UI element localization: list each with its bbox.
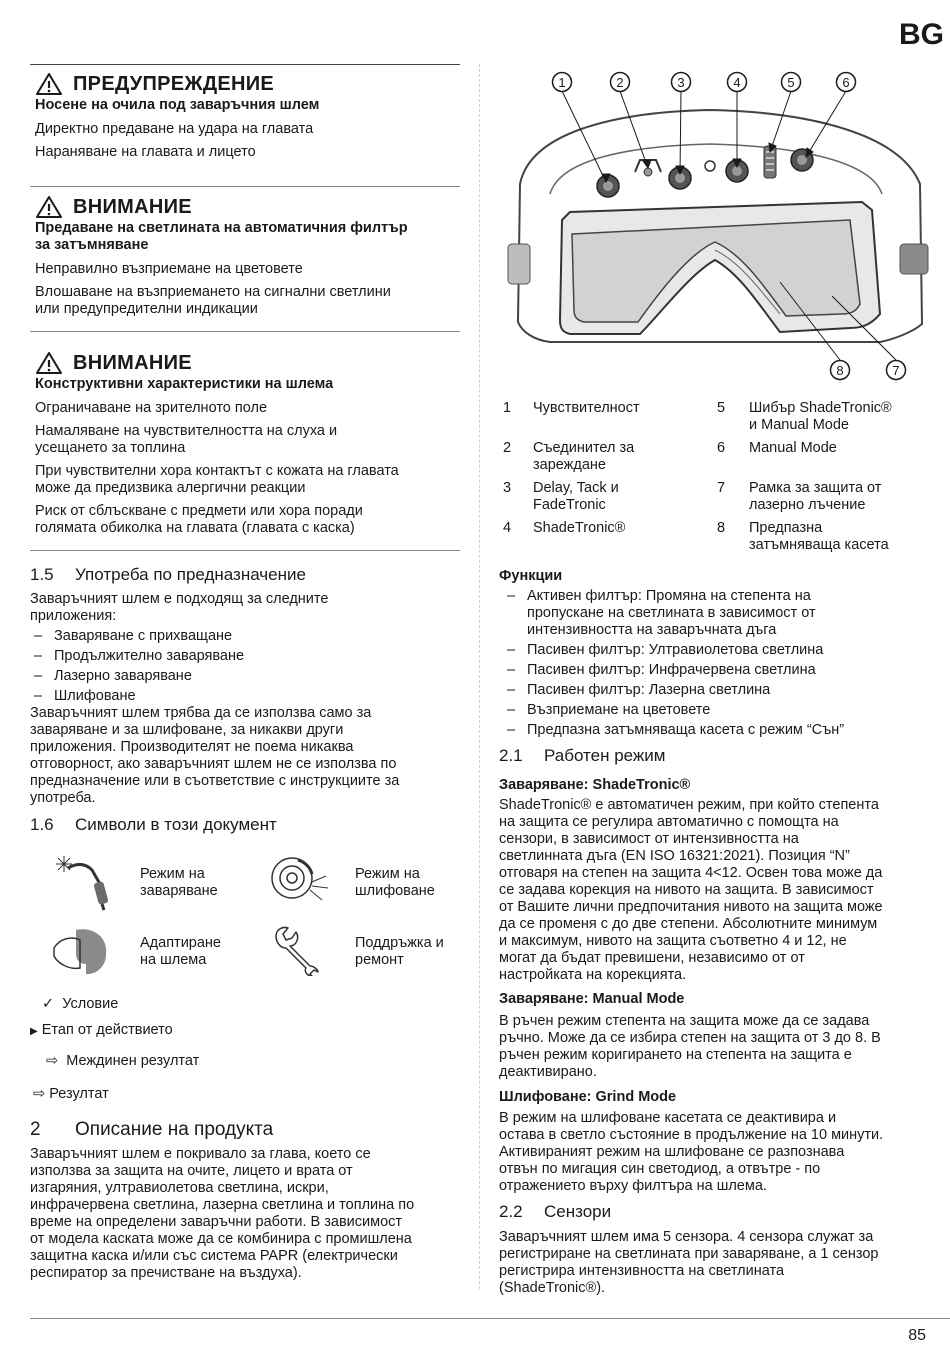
page-number: 85 <box>908 1327 926 1344</box>
caution-subtitle-line: Предаване на светлината на автоматичния филтър <box>35 220 408 236</box>
callout-4: 4 <box>733 75 741 90</box>
helmet-adaptation-icon <box>50 924 112 976</box>
text-line: Заваръчният шлем трябва да се използва само за <box>30 705 372 721</box>
welding-torch-icon <box>52 852 122 912</box>
legend-number: 3 <box>503 480 512 496</box>
text-line: шлифоване <box>355 883 435 899</box>
caution-item: Неправилно възприемане на цветовете <box>35 261 303 277</box>
list-item-text: Възприемане на цветовете <box>527 702 711 718</box>
triangle-right-icon: ▶ <box>30 1026 38 1037</box>
caution2-bottom-rule <box>30 550 460 551</box>
caution-subtitle: Конструктивни характеристики на шлема <box>35 376 334 392</box>
caution-item-line: или предупредителни индикации <box>35 301 258 317</box>
list-item: – Шлифоване <box>34 688 136 704</box>
text-line: ръчен режим коригирането на степента на защита е <box>499 1047 852 1063</box>
section-title: Символи в този документ <box>75 815 277 834</box>
shadetronic-paragraph <box>499 797 939 984</box>
text-line: Режим на <box>140 866 205 882</box>
checkmark-icon: ✓ <box>42 996 55 1012</box>
caution-item-line: Намаляване на чувствителността на слуха и <box>35 423 338 439</box>
text-line: (ShadeTronic®). <box>499 1280 606 1296</box>
legend-text: Съединител за <box>533 440 635 456</box>
column-divider <box>479 64 480 1289</box>
text-line: и максимум, нивото на защита съответно 4 и 12, не <box>499 933 847 949</box>
list-item: – Лазерно заваряване <box>34 668 192 684</box>
legend-text: Delay, Tack и <box>533 480 619 496</box>
text-line: Адаптиране <box>140 935 221 951</box>
section-heading-2-2 <box>499 1202 611 1222</box>
warning-subtitle: Носене на очила под заваръчния шлем <box>35 97 320 113</box>
caution-block-1 <box>35 195 460 318</box>
list-item: – Пасивен филтър: Лазерна светлина <box>507 682 771 698</box>
text-line: се задава корекция на нивото на защита. В зависимост <box>499 882 874 898</box>
text-line: Заваръчният шлем има 5 сензора. 4 сензора служат за <box>499 1229 874 1245</box>
section-number: 1.6 <box>30 815 54 834</box>
legend-number: 8 <box>717 520 726 536</box>
text-line: сензори, в зависимост от интензивността на <box>499 831 799 847</box>
caution-subtitle <box>35 220 460 254</box>
grind-mode-paragraph <box>499 1110 939 1195</box>
text-line: могат да бъдат превишени, независимо от от <box>499 950 805 966</box>
condition-line <box>42 996 118 1013</box>
warning-triangle-icon <box>35 195 63 219</box>
text-line: В режим на шлифоване касетата се деактивира и <box>499 1110 837 1126</box>
legend-text: Manual Mode <box>749 440 837 456</box>
text-line: регистриране на светлината при заваряване, а 1 сензор <box>499 1246 879 1262</box>
callout-8: 8 <box>836 363 844 378</box>
list-item-text: Предпазна затъмняваща касета с режим “Сън” <box>527 722 845 738</box>
control-knob-row <box>597 146 813 197</box>
text-line: остава в светло състояние в продължение на 10 минути. <box>499 1127 884 1143</box>
caution1-top-rule <box>30 186 460 187</box>
helmet-interior-figure <box>490 64 940 390</box>
list-item-text: Пасивен филтър: Лазерна светлина <box>527 682 771 698</box>
text-line: от Вашите лични предпочитания нивото на защита може <box>499 899 883 915</box>
text-line: пропускане на светлината в зависимост от <box>527 605 816 621</box>
text-line: светлинната дъга (EN ISO 16321:2021). Позиция “N” <box>499 848 850 864</box>
legend-row <box>503 480 943 520</box>
footer-divider <box>30 1318 950 1319</box>
section-heading-1-5 <box>30 565 306 585</box>
legend-text: и Manual Mode <box>749 417 849 433</box>
text-line: използва за защита на очите, лицето и врата от <box>30 1163 353 1179</box>
text-line: на шлема <box>140 952 207 968</box>
legend-number: 1 <box>503 400 512 416</box>
caution-heading <box>35 351 460 375</box>
text-line: защитна каска и/или със система PAPR (електрически <box>30 1248 398 1264</box>
list-item: – Възприемане на цветовете <box>507 702 711 718</box>
section-number: 2.1 <box>499 746 523 765</box>
text-line: предназначение или в съответствие с инструкциите за <box>30 773 400 789</box>
section-title: Описание на продукта <box>75 1119 274 1140</box>
caution-item: Ограничаване на зрителното поле <box>35 400 268 416</box>
callout-6: 6 <box>842 75 850 90</box>
list-item-text: Пасивен филтър: Инфрачервена светлина <box>527 662 816 678</box>
text-line: време на определени заваръчни работи. В зависимост <box>30 1214 403 1230</box>
text-line: заваряване <box>140 883 218 899</box>
result-text: Резултат <box>49 1086 109 1102</box>
text-line: на защита се регулира автоматично с помощта на <box>499 814 839 830</box>
section-number: 1.5 <box>30 565 54 584</box>
text-line: настройката на корекцията. <box>499 967 687 983</box>
list-item: – Пасивен филтър: Ултравиолетова светлина <box>507 642 824 658</box>
legend-text: Шибър ShadeTronic® <box>749 400 892 416</box>
text-line: Режим на <box>355 866 420 882</box>
list-item-text: Пасивен филтър: Ултравиолетова светлина <box>527 642 824 658</box>
section-heading-2-1 <box>499 746 665 766</box>
legend-text: зареждане <box>533 457 606 473</box>
callout-2: 2 <box>616 75 624 90</box>
caution-item <box>35 463 460 497</box>
grinding-disc-icon <box>268 852 332 904</box>
list-item: – Активен филтър: Промяна на степента на пропускане на светлината в зависимост от интензивността на заваръчната дъга <box>507 588 816 638</box>
text-line: изгаряния, ултравиолетова светлина, искри, <box>30 1180 329 1196</box>
caution-item-line: усещането за топлина <box>35 440 186 456</box>
section-2-body <box>30 1146 465 1282</box>
legend-number: 4 <box>503 520 512 536</box>
callout-1: 1 <box>558 75 566 90</box>
text-line: употреба. <box>30 790 96 806</box>
list-item-text: Шлифоване <box>54 688 136 704</box>
caution-item <box>35 503 460 537</box>
list-item: – Предпазна затъмняваща касета с режим “Сън” <box>507 722 845 738</box>
callout-7: 7 <box>892 363 900 378</box>
caution-block-2 <box>35 351 460 537</box>
section-title: Употреба по предназначение <box>75 565 306 584</box>
legend-row <box>503 440 943 480</box>
warning-top-rule <box>30 64 460 65</box>
action-step-line <box>30 1022 173 1040</box>
figure-legend <box>503 400 943 560</box>
section-title: Работен режим <box>544 746 666 765</box>
caution-item-line: Риск от сблъскване с предмети или хора поради <box>35 503 363 519</box>
text-line: Заваръчният шлем е подходящ за следните <box>30 591 329 607</box>
section-2-2-body <box>499 1229 939 1297</box>
text-line: да се променя с до две степени. Абсолютните минимум <box>499 916 878 932</box>
warning-heading <box>35 72 460 96</box>
warning-triangle-icon <box>35 351 63 375</box>
text-line: интензивността на заваръчната дъга <box>527 622 777 638</box>
list-item: – Заваряване с прихващане <box>34 628 233 644</box>
caution-title: ВНИМАНИЕ <box>73 195 192 218</box>
section-heading-2 <box>30 1119 273 1141</box>
text-line: ръчно. Може да се избира степен на защита от 3 до 8. В <box>499 1030 881 1046</box>
action-step-text: Етап от действието <box>41 1022 173 1038</box>
legend-row <box>503 400 943 440</box>
caution-title: ВНИМАНИЕ <box>73 351 192 374</box>
text-line: ремонт <box>355 952 404 968</box>
list-item-text: Заваряване с прихващане <box>54 628 233 644</box>
hollow-arrow-icon: ⇨ <box>33 1086 46 1102</box>
text-line: заваряване и за шлифоване, за никакви други <box>30 722 344 738</box>
caution-subtitle-line: за затъмняване <box>35 237 149 253</box>
legend-text: лазерно лъчение <box>749 497 866 513</box>
legend-number: 6 <box>717 440 726 456</box>
legend-text: Чувствителност <box>533 400 640 416</box>
symbol-label-welding <box>140 866 218 900</box>
symbol-label-adapt <box>140 935 221 969</box>
list-item: – Продължително заваряване <box>34 648 245 664</box>
legend-text: Предпазна <box>749 520 823 536</box>
caution2-top-rule <box>30 331 460 332</box>
subheading-manual-mode: Заваряване: Manual Mode <box>499 991 685 1007</box>
caution-item <box>35 423 460 457</box>
text-line: приложения: <box>30 608 117 624</box>
text-line: инфрачервена светлина, лазерна светлина и топлина по <box>30 1197 415 1213</box>
text-line: В ръчен режим степента на защита може да се задава <box>499 1013 870 1029</box>
text-line: Заваръчният шлем е покривало за глава, което се <box>30 1146 371 1162</box>
hollow-arrow-icon: ⇨ <box>46 1053 59 1069</box>
legend-row <box>503 520 943 560</box>
list-item-text: Лазерно заваряване <box>54 668 192 684</box>
text-line: Активен филтър: Промяна на степента на <box>527 588 811 604</box>
warning-title: ПРЕДУПРЕЖДЕНИЕ <box>73 72 275 95</box>
result-line <box>33 1086 109 1103</box>
legend-text: ShadeTronic® <box>533 520 626 536</box>
warning-triangle-icon <box>35 72 63 96</box>
text-line: Активираният режим на шлифоване се разпознава <box>499 1144 845 1160</box>
subheading-grind-mode: Шлифоване: Grind Mode <box>499 1089 677 1105</box>
symbol-label-grinding <box>355 866 435 900</box>
section-title: Сензори <box>544 1202 612 1221</box>
subheading-shadetronic: Заваряване: ShadeTronic® <box>499 777 691 793</box>
text-line: от модела каската може да се комбинира с промишлена <box>30 1231 412 1247</box>
legend-text: затъмняваща касета <box>749 537 889 553</box>
text-line: ShadeTronic® е автоматичен режим, при който степента <box>499 797 879 813</box>
functions-list <box>503 588 943 739</box>
list-item-text: Продължително заваряване <box>54 648 245 664</box>
callout-5: 5 <box>787 75 795 90</box>
warning-item: Нараняване на главата и лицето <box>35 144 256 160</box>
text-line: отражението върху филтъра на шлема. <box>499 1178 767 1194</box>
callout-3: 3 <box>677 75 685 90</box>
symbol-label-maintenance <box>355 935 444 969</box>
interim-result-line <box>46 1053 199 1070</box>
legend-text: FadeTronic <box>533 497 606 513</box>
condition-text: Условие <box>62 996 119 1012</box>
warning-item: Директно предаване на удара на главата <box>35 121 314 137</box>
warning-block <box>35 72 460 161</box>
text-line: Поддръжка и <box>355 935 444 951</box>
manual-mode-paragraph <box>499 1013 939 1081</box>
functions-heading: Функции <box>499 568 563 584</box>
caution-item <box>35 284 460 318</box>
text-line: регистрира интензивността на светлината <box>499 1263 785 1279</box>
wrench-icon <box>270 924 326 976</box>
legend-number: 7 <box>717 480 726 496</box>
section-number: 2 <box>30 1119 41 1140</box>
text-line: деактивирано. <box>499 1064 597 1080</box>
section-number: 2.2 <box>499 1202 523 1221</box>
legend-number: 5 <box>717 400 726 416</box>
caution-item-line: голямата обиколка на главата (главата с каска) <box>35 520 355 536</box>
section-heading-1-6 <box>30 815 277 835</box>
text-line: отговаря на степен на защита 4<12. Освен това може да <box>499 865 883 881</box>
legend-number: 2 <box>503 440 512 456</box>
text-line: отговорност, ако заваръчният шлем не се използва по <box>30 756 397 772</box>
interim-result-text: Междинен резултат <box>66 1053 200 1069</box>
caution-item-line: Влошаване на възприемането на сигнални светлини <box>35 284 391 300</box>
text-line: отвън по мигация син светодиод, а отвътре - по <box>499 1161 821 1177</box>
caution-item-line: При чувствителни хора контактът с кожата на главата <box>35 463 399 479</box>
language-code: BG <box>899 18 944 51</box>
list-item: – Пасивен филтър: Инфрачервена светлина <box>507 662 816 678</box>
section-1-5-body <box>30 591 460 807</box>
caution-item-line: може да предизвика алергични реакции <box>35 480 306 496</box>
caution-heading <box>35 195 460 219</box>
legend-text: Рамка за защита от <box>749 480 882 496</box>
text-line: респиратор за пречистване на въздуха). <box>30 1265 302 1281</box>
text-line: приложения. Производителят не поема никаква <box>30 739 354 755</box>
